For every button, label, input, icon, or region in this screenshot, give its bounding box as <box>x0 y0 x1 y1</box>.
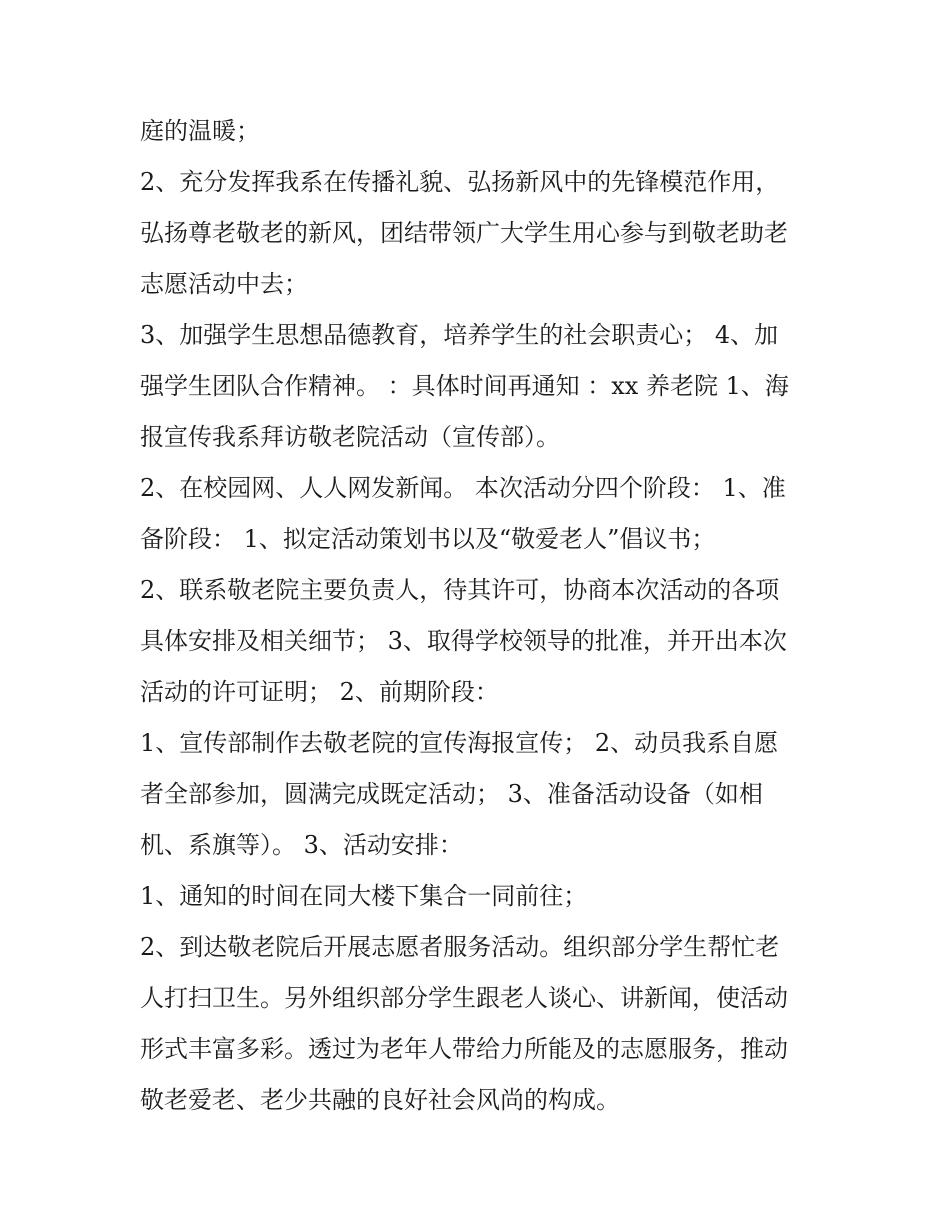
text-line: 2、到达敬老院后开展志愿者服务活动。组织部分学生帮忙老 <box>140 933 780 961</box>
text-line: 形式丰富多彩。透过为老年人带给力所能及的志愿服务，推动 <box>140 1035 788 1063</box>
text-line: 2、在校园网、人人网发新闻。 本次活动分四个阶段： 1、准 <box>140 474 786 502</box>
text-line: 弘扬尊老敬老的新风，团结带领广大学生用心参与到敬老助老 <box>140 219 788 247</box>
text-line: 机、系旗等）。 3、活动安排： <box>140 831 463 859</box>
text-line: 1、通知的时间在同大楼下集合一同前往； <box>140 882 588 910</box>
text-line: 2、充分发挥我系在传播礼貌、弘扬新风中的先锋模范作用， <box>140 168 780 196</box>
text-line: 具体安排及相关细节； 3、取得学校领导的批准，并开出本次 <box>140 627 787 655</box>
text-line: 活动的许可证明； 2、前期阶段： <box>140 678 499 706</box>
text-line: 3、加强学生思想品德教育，培养学生的社会职责心； 4、加 <box>140 321 779 349</box>
text-line: 人打扫卫生。另外组织部分学生跟老人谈心、讲新闻，使活动 <box>140 984 788 1012</box>
text-line: 庭的温暖； <box>140 117 260 145</box>
text-line: 备阶段： 1、拟定活动策划书以及“敬爱老人”倡议书； <box>140 525 716 553</box>
text-line: 强学生团队合作精神。 ：具体时间再通知 ：xx 养老院 1、海 <box>140 372 789 400</box>
text-line: 志愿活动中去； <box>140 270 308 298</box>
text-line: 1、宣传部制作去敬老院的宣传海报宣传； 2、动员我系自愿 <box>140 729 779 757</box>
text-line: 2、联系敬老院主要负责人，待其许可，协商本次活动的各项 <box>140 576 780 604</box>
document-body <box>140 106 820 1126</box>
text-line: 敬老爱老、老少共融的良好社会风尚的构成。 <box>140 1086 620 1114</box>
text-line: 报宣传我系拜访敬老院活动（宣传部）。 <box>140 423 560 451</box>
text-line: 者全部参加，圆满完成既定活动； 3、准备活动设备（如相 <box>140 780 763 808</box>
